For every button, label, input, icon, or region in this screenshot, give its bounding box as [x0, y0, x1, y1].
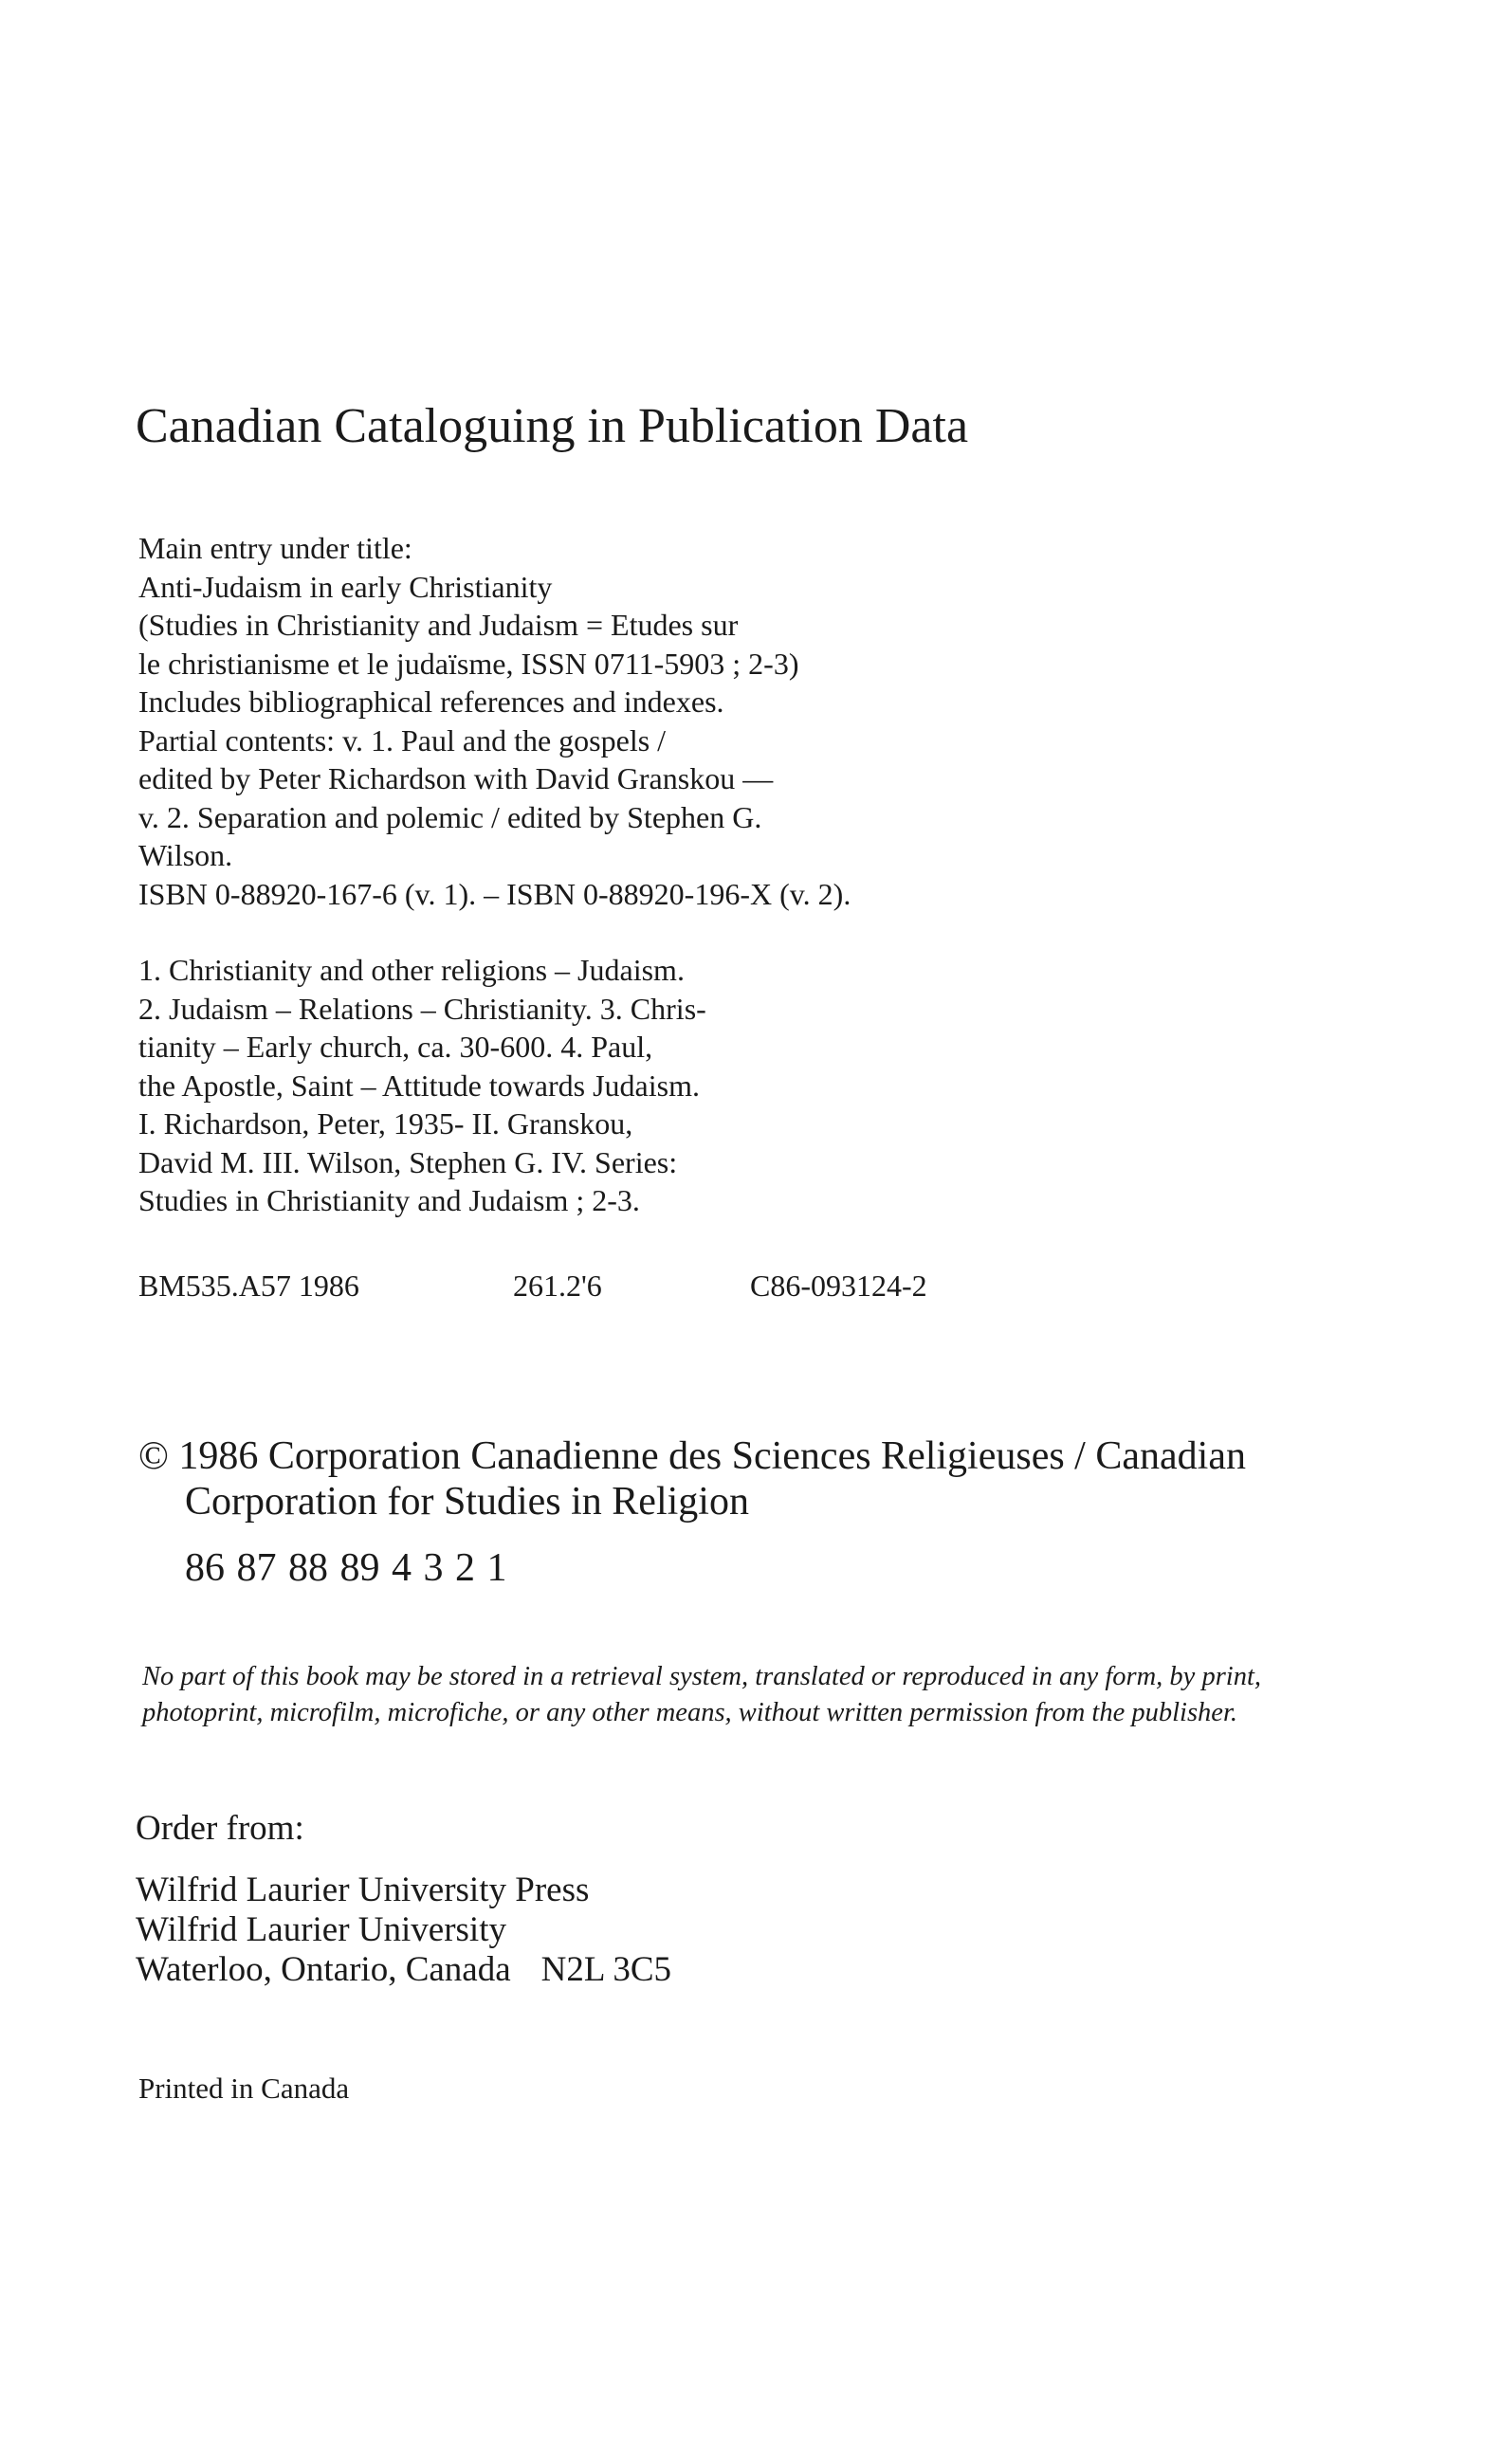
- dewey-number: 261.2'6: [513, 1269, 602, 1303]
- copyright-line: © 1986 Corporation Canadienne des Sciences Religieuses / Canadian: [138, 1434, 1246, 1478]
- publisher-address: [136, 1871, 671, 1990]
- rights-line: photoprint, microfilm, microfiche, or any other means, without written permission from the publisher.: [142, 1698, 1238, 1727]
- cip-line: Partial contents: v. 1. Paul and the gospels /: [138, 722, 667, 757]
- printed-in: Printed in Canada: [138, 2072, 350, 2105]
- institution-name: Wilfrid Laurier University: [136, 1910, 506, 1949]
- lc-call-number: BM535.A57 1986: [138, 1269, 359, 1303]
- cip-line: Wilson.: [138, 838, 233, 872]
- cip-record: [138, 529, 1181, 1220]
- copyright-notice: [138, 1433, 1390, 1524]
- cip-line: (Studies in Christianity and Judaism = Etudes sur: [138, 608, 739, 642]
- subject-line: I. Richardson, Peter, 1935- II. Granskou,: [138, 1106, 633, 1141]
- cip-line: edited by Peter Richardson with David Granskou —: [138, 761, 774, 795]
- cip-line: ISBN 0-88920-167-6 (v. 1). – ISBN 0-88920-196-X (v. 2).: [138, 876, 851, 911]
- city: Waterloo, Ontario, Canada: [136, 1950, 511, 1989]
- cip-line: Includes bibliographical references and indexes.: [138, 684, 724, 719]
- subject-line: Studies in Christianity and Judaism ; 2-3.: [138, 1183, 640, 1217]
- cip-line: v. 2. Separation and polemic / edited by Stephen G.: [138, 799, 762, 834]
- printing-number-line: 86 87 88 89 4 3 2 1: [185, 1546, 507, 1590]
- section-spacer: [138, 913, 1181, 951]
- city-line: [136, 1950, 671, 1990]
- subject-line: 2. Judaism – Relations – Christianity. 3. Chris-: [138, 991, 706, 1026]
- cip-number: C86-093124-2: [750, 1269, 927, 1303]
- cip-line: le christianisme et le judaïsme, ISSN 0711-5903 ; 2-3): [138, 646, 799, 681]
- subject-line: David M. III. Wilson, Stephen G. IV. Series:: [138, 1144, 678, 1179]
- rights-line: No part of this book may be stored in a retrieval system, translated or reproduced in any form, by print,: [142, 1662, 1261, 1691]
- cip-line: Main entry under title:: [138, 531, 412, 565]
- subject-line: 1. Christianity and other religions – Judaism.: [138, 953, 685, 987]
- subject-line: the Apostle, Saint – Attitude towards Judaism.: [138, 1068, 700, 1103]
- cip-heading: Canadian Cataloguing in Publication Data: [136, 399, 969, 453]
- subject-line: tianity – Early church, ca. 30-600. 4. Paul,: [138, 1030, 653, 1064]
- rights-statement: [142, 1659, 1375, 1731]
- postal-code: N2L 3C5: [540, 1950, 672, 1989]
- order-label: Order from:: [136, 1809, 304, 1848]
- cip-line: Anti-Judaism in early Christianity: [138, 569, 553, 604]
- publisher-name: Wilfrid Laurier University Press: [136, 1871, 590, 1909]
- copyright-line: Corporation for Studies in Religion: [185, 1480, 749, 1524]
